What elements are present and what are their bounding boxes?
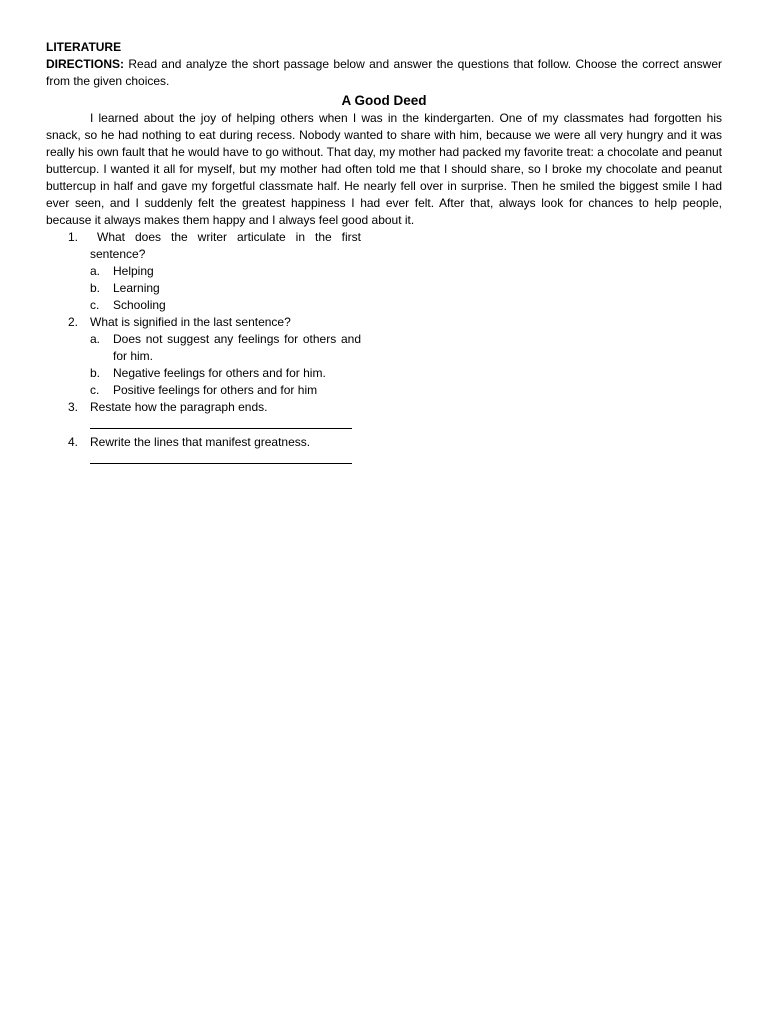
option-letter: b. <box>90 281 101 295</box>
option-letter: b. <box>90 366 101 380</box>
question-number: 1. <box>68 230 79 244</box>
option-2a[interactable] <box>90 331 361 365</box>
section-heading: LITERATURE <box>46 40 122 54</box>
question-text: What is signified in the last sentence? <box>90 315 291 329</box>
option-text: Negative feelings for others and for him. <box>113 366 326 380</box>
passage-title: A Good Deed <box>341 93 427 108</box>
option-text: Helping <box>113 264 154 278</box>
option-2c[interactable] <box>90 382 361 399</box>
option-letter: c. <box>90 383 100 397</box>
answer-underline[interactable] <box>90 416 352 429</box>
passage-text: I learned about the joy of helping others when I was in the kindergarten. One of my classmates had forgotten his snack, so he had nothing to eat during recess. Nobody wanted to share with him, because we were all very hungry and it was really his own fault that he would have to go without. That day, my mother had packed my favorite treat: a chocolate and peanut buttercup. I wanted it all for myself, but my mother had often told me that I should share, so I broke my chocolate and peanut buttercup in half and gave my forgetful classmate half. He nearly fell over in surprise. Then he smiled the biggest smile I had ever seen, and I suddenly felt the greatest happiness I had ever felt. After that, always look for chances to help people, because it always makes them happy and I always feel good about it. <box>46 111 722 227</box>
option-2b[interactable] <box>90 365 361 382</box>
option-letter: c. <box>90 298 100 312</box>
option-1b[interactable] <box>90 280 361 297</box>
question-2 <box>46 314 376 399</box>
answer-line-4[interactable] <box>46 451 376 469</box>
question-1 <box>46 229 376 314</box>
directions <box>46 56 722 90</box>
option-list <box>90 331 376 399</box>
answer-line-3[interactable] <box>46 416 376 434</box>
question-text: What does the writer articulate in the first sentence? <box>90 230 361 261</box>
directions-text: Read and analyze the short passage below and answer the questions that follow. Choose the correct answer from the given choices. <box>46 57 722 88</box>
question-number: 2. <box>68 315 79 329</box>
option-text: Learning <box>113 281 160 295</box>
option-text: Does not suggest any feelings for others and for him. <box>113 332 361 363</box>
option-letter: a. <box>90 264 101 278</box>
question-number: 4. <box>68 435 79 449</box>
option-1a[interactable] <box>90 263 361 280</box>
option-1c[interactable] <box>90 297 361 314</box>
option-text: Positive feelings for others and for him <box>113 383 318 397</box>
question-3 <box>46 399 376 416</box>
question-text: Rewrite the lines that manifest greatness. <box>90 435 311 449</box>
answer-underline[interactable] <box>90 451 352 464</box>
question-text: Restate how the paragraph ends. <box>90 400 268 414</box>
directions-label: DIRECTIONS: <box>46 57 124 71</box>
question-list <box>46 229 376 469</box>
option-letter: a. <box>90 332 101 346</box>
question-4 <box>46 434 376 451</box>
option-text: Schooling <box>113 298 166 312</box>
question-number: 3. <box>68 400 79 414</box>
option-list <box>90 263 376 314</box>
